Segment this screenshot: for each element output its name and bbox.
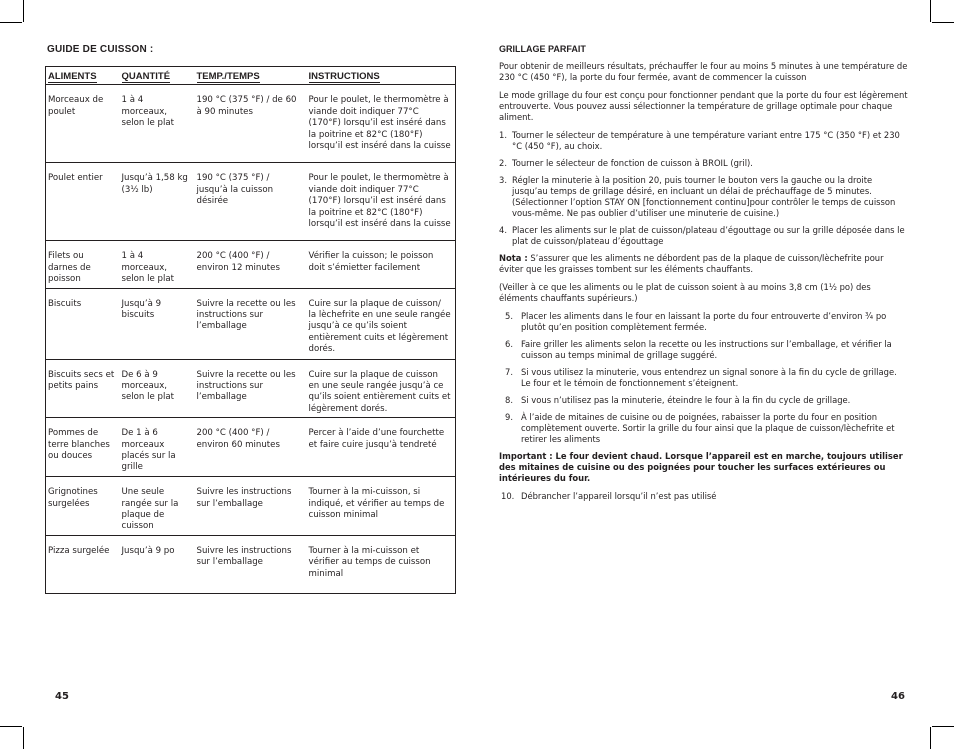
step-number: 8. [505,395,513,405]
step-number: 3. [499,175,507,185]
step-text: Placer les aliments sur le plat de cuisson/plateau d’égouttage ou sur la grille déposée dans le plat de cuisson/plateau d’égouttage [512,225,905,246]
table-header-row [46,67,456,85]
column-header: ALIMENTS [46,67,120,85]
step-number: 2. [499,158,507,168]
table-cell-quantity: Jusqu’à 9 po [121,545,175,556]
step-item [499,367,909,389]
table-cell-temp: 190 °C (375 °F) / de 60 à 90 minutes [195,85,307,163]
note-text: S’assurer que les aliments ne débordent pas de la plaque de cuisson/lèchefrite pour éviter que les graisses tombent sur les éléments chauffants. [499,253,884,274]
table-cell-quantity: De 1 à 6 morceaux placés sur la grille [120,418,195,477]
step-item [499,491,909,502]
important-warning: Important : Le four devient chaud. Lorsque l’appareil est en marche, toujours utiliser des mitaines de cuisine ou des poignées pour toucher les surfaces extérieures ou intérieures du four. [499,451,903,483]
table-cell-food: Biscuits [46,288,120,359]
table-cell-quantity: Jusqu’à 1,58 kg (3½ lb) [120,163,195,241]
page-number: 46 [891,691,905,702]
table-cell-temp: 200 °C (400 °F) / environ 12 minutes [195,241,307,288]
step-text: Si vous n’utilisez pas la minuterie, éteindre le four à la fin du cycle de grillage. [521,395,851,405]
table-cell-temp: 200 °C (400 °F) / environ 60 minutes [195,418,307,477]
table-cell-food: Morceaux de poulet [46,85,120,163]
paragraph: Le mode grillage du four est conçu pour fonctionner pendant que la porte du four est légèrement entrouverte. Vous pouvez aussi sélectionner la température de grillage optimale pour chaque aliment. [499,90,908,122]
table-cell-instructions: Tourner à la mi-cuisson et vérifier au temps de cuisson minimal [308,545,431,579]
broiling-section [499,44,909,508]
table-cell-food: Biscuits secs et petits pains [46,359,120,418]
table-cell-instructions: Pour le poulet, le thermomètre à viande doit indiquer 77°C (170°F) lorsqu’il est inséré dans la poitrine et 82°C (180°F) lorsqu’il est inséré dans la cuisse [307,85,456,163]
note-label: Nota : [499,253,528,263]
table-cell-temp: Suivre les instructions sur l’emballage [196,545,292,568]
step-number: 9. [505,412,513,422]
step-number: 1. [499,130,507,140]
table-cell-quantity: Jusqu’à 9 biscuits [120,288,195,359]
column-header: QUANTITÉ [120,67,195,85]
step-item [499,395,909,406]
cooking-guide-title: GUIDE DE CUISSON : [47,44,154,55]
table-cell-quantity: Une seule rangée sur la plaque de cuisson [120,477,195,536]
step-number: 4. [499,225,507,235]
table-cell-quantity: 1 à 4 morceaux, selon le plat [120,85,195,163]
step-text: Faire griller les aliments selon la recette ou les instructions sur l’emballage, et vérifier la cuisson au temps minimal de grillage suggéré. [521,339,892,360]
step-number: 7. [505,367,513,377]
page-number: 45 [55,691,69,702]
table-row [46,418,456,477]
step-text: Régler la minuterie à la position 20, puis tourner le bouton vers la gauche ou la droite jusqu’au temps de grillage désiré, en incluant un délai de préchauffage de 5 minutes. (Sélectionner l’option STAY ON [fonctionnement continu]pour contrôler le temps de cuisson vous-même. Ne pas oublier d’utiliser une minuterie de cuisine.) [512,175,896,218]
step-text: Tourner le sélecteur de fonction de cuisson à BROIL (gril). [512,158,753,168]
step-number: 6. [505,339,513,349]
intro-paragraph: Pour obtenir de meilleurs résultats, préchauffer le four au moins 5 minutes à une température de 230 °C (450 °F), la porte du four fermée, avant de commencer la cuisson [499,61,908,82]
table-cell-food: Poulet entier [46,163,120,241]
step-number: 10. [501,491,515,501]
step-item [499,175,909,219]
table-cell-food: Pommes de terre blanches ou douces [46,418,120,477]
table-cell-food: Grignotines surgelées [46,477,120,536]
cooking-guide-table [45,66,456,594]
step-text: Débrancher l’appareil lorsqu’il n’est pas utilisé [521,491,717,501]
column-header: TEMP./TEMPS [195,67,307,85]
table-row [46,163,456,241]
step-item [499,412,909,445]
step-item [499,225,909,247]
table-cell-temp: 190 °C (375 °F) / jusqu’à la cuisson désirée [195,163,307,241]
table-cell-food: Pizza surgelée [48,545,110,556]
table-cell-food: Filets ou darnes de poisson [46,241,120,288]
table-cell-instructions: Percer à l’aide d’une fourchette et faire cuire jusqu’à tendreté [307,418,456,477]
table-row [46,85,456,163]
table-cell-instructions: Cuire sur la plaque de cuisson en une seule rangée jusqu’à ce qu’ils soient entièrement cuits et légèrement dorés. [307,359,456,418]
step-text: Si vous utilisez la minuterie, vous entendrez un signal sonore à la fin du cycle de grillage. Le four et le témoin de fonctionnement s’éteignent. [521,367,897,388]
table-cell-quantity: De 6 à 9 morceaux, selon le plat [120,359,195,418]
step-item [499,339,909,361]
table-cell-quantity: 1 à 4 morceaux, selon le plat [120,241,195,288]
note-paragraph [499,253,909,275]
table-row [46,359,456,418]
right-page [477,0,954,749]
step-text: À l’aide de mitaines de cuisine ou de poignées, rabaisser la porte du four en position complètement ouverte. Sortir la grille du four ainsi que la plaque de cuisson/lèchefrite et retirer les aliments [521,412,895,444]
table-cell-temp: Suivre les instructions sur l’emballage [195,477,307,536]
table-cell-instructions: Tourner à la mi-cuisson, si indiqué, et vérifier au temps de cuisson minimal [307,477,456,536]
table-cell-temp: Suivre la recette ou les instructions sur l’emballage [195,288,307,359]
table-row [46,241,456,288]
table-cell-instructions: Vérifier la cuisson; le poisson doit s’émietter facilement [307,241,456,288]
step-text: Placer les aliments dans le four en laissant la porte du four entrouverte d’environ ¾ po plutôt qu’en position complètement fermée. [521,311,887,332]
table-row [46,477,456,536]
table-row [46,535,456,593]
step-item [499,158,909,169]
note-paragraph-2: (Veiller à ce que les aliments ou le plat de cuisson soient à au moins 3,8 cm (1½ po) des éléments chauffants supérieurs.) [499,282,871,303]
table-cell-temp: Suivre la recette ou les instructions sur l’emballage [195,359,307,418]
section-title: GRILLAGE PARFAIT [499,44,586,54]
table-cell-instructions: Pour le poulet, le thermomètre à viande doit indiquer 77°C (170°F) lorsqu’il est inséré dans la poitrine et 82°C (180°F) lorsqu’il est inséré dans la cuisse [307,163,456,241]
column-header: INSTRUCTIONS [307,67,456,85]
step-item [499,130,909,152]
step-text: Tourner le sélecteur de température à une température variant entre 175 °C (350 °F) et 230 °C (450 °F), au choix. [512,130,900,151]
table-row [46,288,456,359]
step-item [499,311,909,333]
step-number: 5. [505,311,513,321]
table-cell-instructions: Cuire sur la plaque de cuisson/ la lèchefrite en une seule rangée jusqu’à ce qu’ils soient entièrement cuits et légèrement dorés. [307,288,456,359]
